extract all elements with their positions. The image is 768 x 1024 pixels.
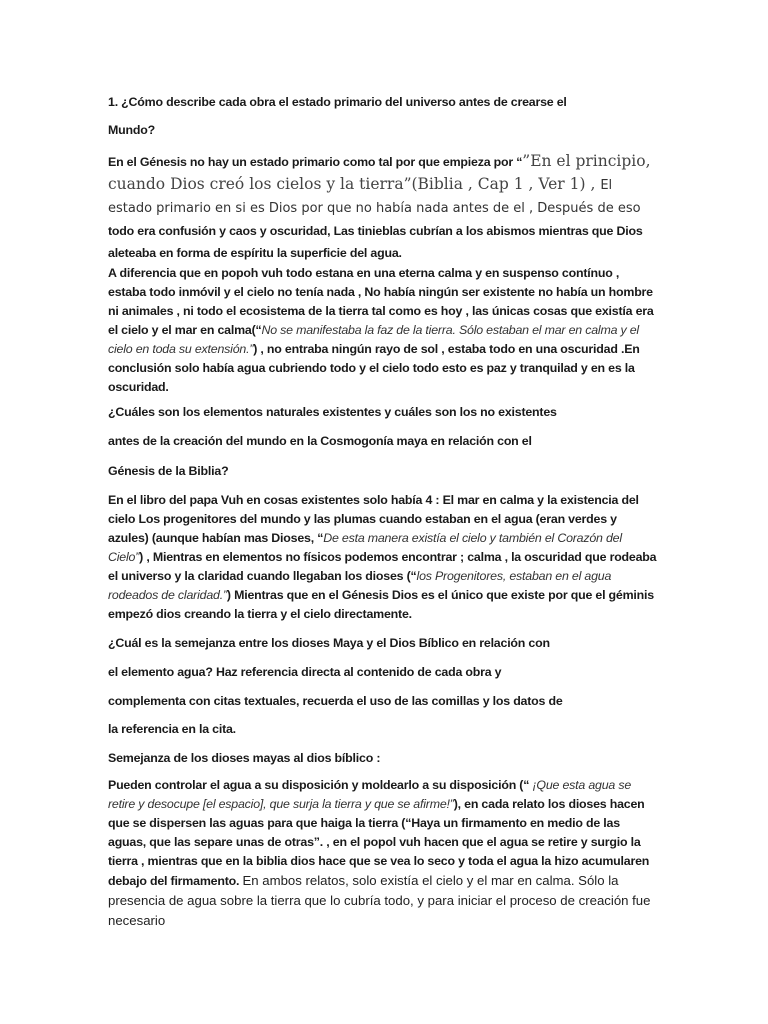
answer-3-heading: Semejanza de los dioses mayas al dios bíblico : [108, 751, 381, 765]
q1-line2: Mundo? [108, 123, 155, 137]
question-2-line-3: Génesis de la Biblia? [108, 464, 229, 478]
question-1-line-2 [108, 121, 658, 140]
question-2-line-2: antes de la creación del mundo en la Cosmogonía maya en relación con el [108, 434, 532, 448]
answer-3-paragraph: Pueden controlar el agua a su disposición y moldearlo a su disposición (“ ¡Que esta agua se retire y desocupe [el espacio], que surja la tierra y que se afirme!”), en cada relato los dioses hacen que se dispersen las aguas para que haiga la tierra (“Haya un firmamento en medio de las aguas, que las separe unas de otras”. , en el popol vuh hacen que el agua se retire y surgio la tierra , mientras que en la biblia dios hace que se vea lo seco y toda el agua la hizo acumularen debajo del firmamento. En ambos relatos, solo existía el cielo y el mar en calma. Sólo la presencia de agua sobre la tierra que lo cubría todo, y para iniciar el proceso de creación fue necesario [108, 778, 651, 928]
question-3-line-1: ¿Cuál es la semejanza entre los dioses Maya y el Dios Bíblico en relación con [108, 636, 550, 650]
q1-line1: 1. ¿Cómo describe cada obra el estado primario del universo antes de crearse el [108, 95, 567, 109]
answer-1-paragraph: En el Génesis no hay un estado primario como tal por que empieza por “”En el principio, cuando Dios creó los cielos y la tierra”(Biblia , Cap 1 , Ver 1) , El estado primario en si es Dios por que no había nada antes de el , Después de eso todo era confusión y caos y oscuridad, Las tinieblas cubrían a los abismos mientras que Dios aleteaba en forma de espíritu la superficie del agua. [108, 152, 651, 260]
genesis-quote: ”En el principio, cuando Dios creó los cielos y la tierra”(Biblia , Cap 1 , Ver 1) , [108, 152, 651, 193]
question-3-line-4: la referencia en la cita. [108, 722, 236, 736]
question-2-line-1: ¿Cuáles son los elementos naturales existentes y cuáles son los no existentes [108, 405, 557, 419]
question-3-line-3: complementa con citas textuales, recuerda el uso de las comillas y los datos de [108, 694, 563, 708]
answer-2-paragraph: En el libro del papa Vuh en cosas existentes solo había 4 : El mar en calma y la existencia del cielo Los progenitores del mundo y las plumas cuando estaban en el agua (eran verdes y azules) (aunque habían mas Dioses, “De esta manera existía el cielo y también el Corazón del Cielo”) , Mientras en elementos no físicos podemos encontrar ; calma , la oscuridad que rodeaba el universo y la claridad cuando llegaban los dioses (“los Progenitores, estaban en el agua rodeados de claridad.”) Mientras que en el Génesis Dios es el único que existe por que el géminis empezó dios creando la tierra y el cielo directamente. [108, 493, 657, 621]
popol-vuh-quote: No se manifestaba la faz de la tierra. Sólo estaban el mar en calma y el cielo en toda su extensión.” [108, 323, 639, 356]
question-1-line-1 [108, 93, 658, 112]
answer-1-paragraph-2: A diferencia que en popoh vuh todo estana en una eterna calma y en suspenso contínuo , estaba todo inmóvil y el cielo no tenía nada , No había ningún ser existente no había un hombre ni animales , ni todo el ecosistema de la tierra tal como es hoy , las únicas cosas que existía era el cielo y el mar en calma(“No se manifestaba la faz de la tierra. Sólo estaban el mar en calma y el cielo en toda su extensión.”) , no entraba ningún rayo de sol , estaba todo en una oscuridad .En conclusión solo había agua cubriendo todo y el cielo todo esto es paz y tranquilad y en es la oscuridad. [108, 266, 654, 394]
question-3-line-2: el elemento agua? Haz referencia directa al contenido de cada obra y [108, 665, 502, 679]
